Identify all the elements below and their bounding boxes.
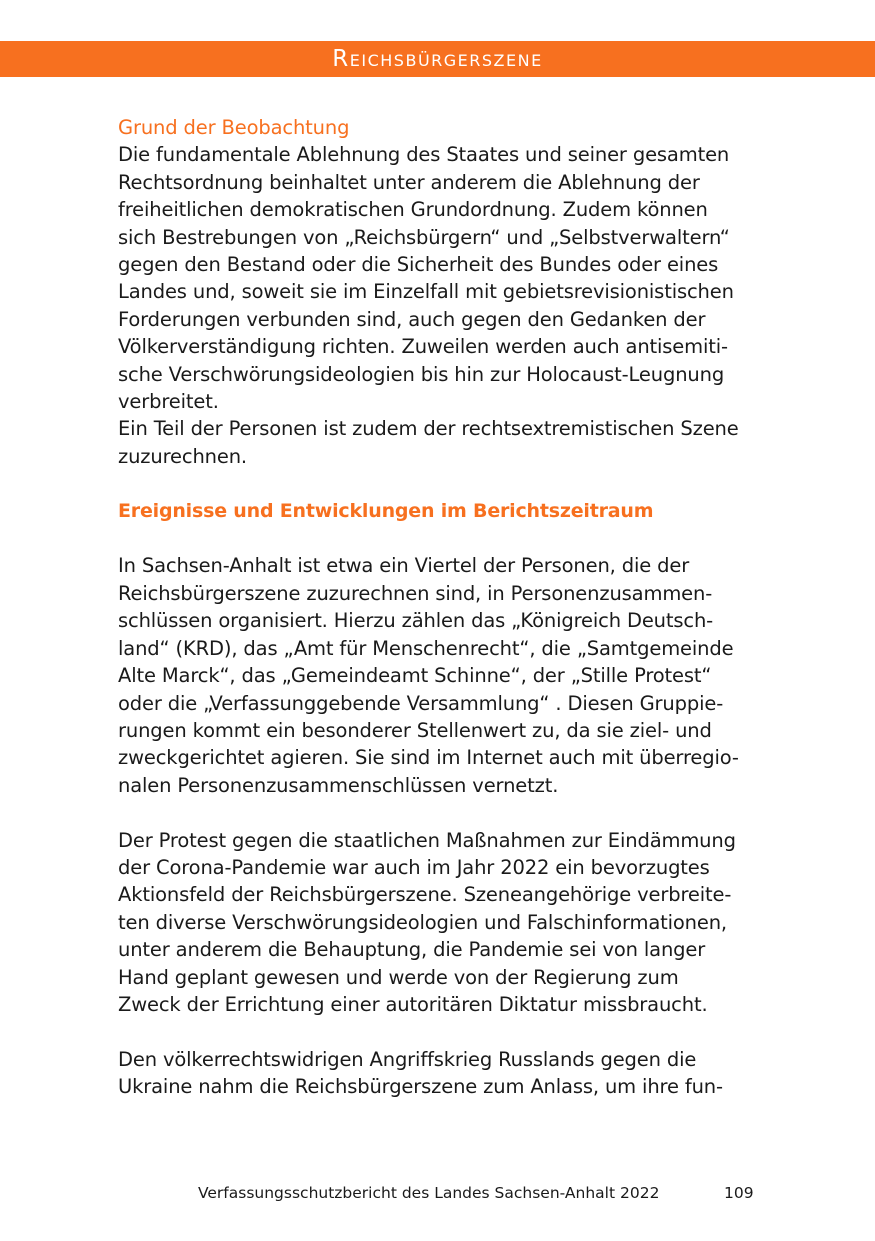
section-heading-ereignisse: Ereignisse und Entwicklungen im Berichtszeitraum (118, 499, 654, 522)
chapter-header-band (0, 41, 875, 77)
footer-publication-title: Verfassungsschutzbericht des Landes Sachsen-Anhalt 2022 (198, 1184, 660, 1202)
page-number: 109 (724, 1184, 754, 1202)
spacer (118, 525, 768, 552)
page-body (118, 114, 768, 1101)
body-line: Reichsbürgerszene zuzurechnen sind, in Personenzusammen- (118, 581, 713, 605)
body-line: verbreitet. (118, 390, 219, 414)
body-line: Die fundamentale Ablehnung des Staates und seiner gesamten (118, 143, 730, 167)
section-heading-grund: Grund der Beobachtung (118, 116, 350, 139)
body-line: nalen Personenzusammenschlüssen vernetzt. (118, 773, 559, 797)
spacer (118, 470, 768, 497)
body-line: oder die „Verfassunggebende Versammlung“ . Diesen Gruppie- (118, 691, 724, 715)
body-line: Ukraine nahm die Reichsbürgerszene zum Anlass, um ihre fun- (118, 1075, 723, 1099)
body-line: der Corona-Pandemie war auch im Jahr 2022 ein bevorzugtes (118, 855, 710, 879)
body-line: In Sachsen-Anhalt ist etwa ein Viertel der Personen, die der (118, 554, 690, 578)
chapter-title: Reichsbürgerszene (332, 46, 543, 72)
page-footer (0, 1181, 875, 1205)
body-line: Rechtsordnung beinhaltet unter anderem die Ablehnung der (118, 170, 700, 194)
body-line: Den völkerrechtswidrigen Angriffskrieg Russlands gegen die (118, 1047, 697, 1071)
body-line: freiheitlichen demokratischen Grundordnung. Zudem können (118, 198, 708, 222)
body-line: land“ (KRD), das „Amt für Menschenrecht“, die „Samtgemeinde (118, 636, 734, 660)
body-line: Völkerverständigung richten. Zuweilen werden auch antisemiti- (118, 335, 728, 359)
body-line: gegen den Bestand oder die Sicherheit des Bundes oder eines (118, 253, 719, 277)
body-line: Hand geplant gewesen und werde von der Regierung zum (118, 965, 679, 989)
body-line: Der Protest gegen die staatlichen Maßnahmen zur Eindämmung (118, 828, 736, 852)
body-line: unter anderem die Behauptung, die Pandemie sei von langer (118, 938, 706, 962)
body-line: Landes und, soweit sie im Einzelfall mit gebietsrevisionistischen (118, 280, 734, 304)
body-line: Alte Marck“, das „Gemeindeamt Schinne“, der „Stille Protest“ (118, 664, 712, 688)
body-line: Zweck der Errichtung einer autoritären Diktatur missbraucht. (118, 992, 708, 1016)
body-line: sich Bestrebungen von „Reichsbürgern“ und „Selbstverwaltern“ (118, 225, 730, 249)
spacer (118, 799, 768, 826)
body-line: schlüssen organisiert. Hierzu zählen das „Königreich Deutsch- (118, 609, 714, 633)
body-line: Ein Teil der Personen ist zudem der rechtsextremistischen Szene (118, 417, 739, 441)
body-line: sche Verschwörungsideologien bis hin zur Holocaust-Leugnung (118, 362, 725, 386)
body-line: zweckgerichtet agieren. Sie sind im Internet auch mit überregio- (118, 746, 739, 770)
body-line: zuzurechnen. (118, 444, 247, 468)
body-line: Aktionsfeld der Reichsbürgerszene. Szeneangehörige verbreite- (118, 883, 732, 907)
body-line: ten diverse Verschwörungsideologien und Falschinformationen, (118, 910, 727, 934)
body-line: rungen kommt ein besonderer Stellenwert zu, da sie ziel- und (118, 718, 712, 742)
body-line: Forderungen verbunden sind, auch gegen den Gedanken der (118, 307, 706, 331)
spacer (118, 1018, 768, 1045)
